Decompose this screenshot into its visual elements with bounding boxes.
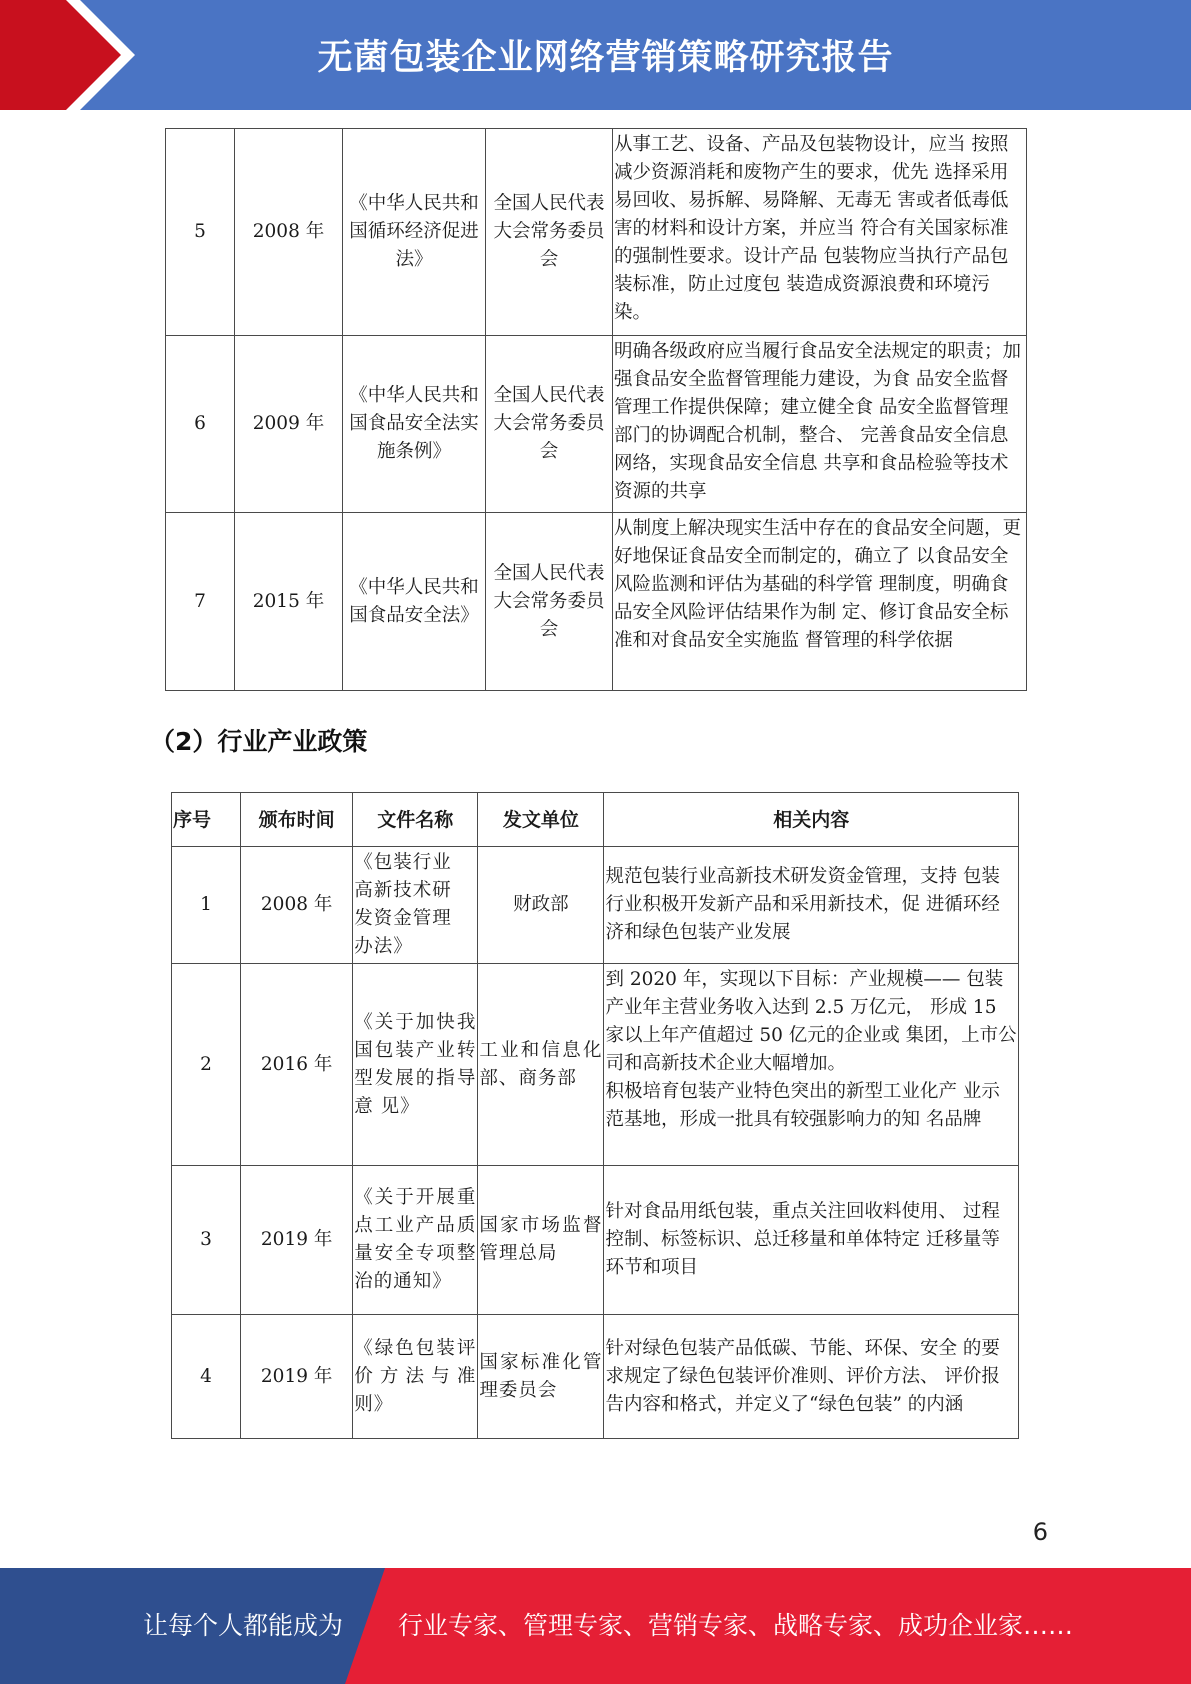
row-content: 从事工艺、设备、产品及包装物设计，应当 按照减少资源消耗和废物产生的要求，优先 选择采用易回收、易拆解、易降解、无毒无 害或者低毒低害的材料和设计方案，并应当 符合有关国家标准的强制性要求。设计产品 包装物应当执行产品包装标准，防止过度包 装造成资源浪费和环境污染。	[613, 129, 1027, 336]
table-row	[172, 1166, 1019, 1315]
row-issuer: 全国人民代表大会常务委员会	[486, 336, 613, 513]
policies-table	[171, 792, 1019, 1439]
row-content: 针对食品用纸包装，重点关注回收料使用、 过程控制、标签标识、总迁移量和单体特定 迁移量等环节和项目	[604, 1166, 1019, 1315]
row-document: 《中华人民共和国食品安全法实施条例》	[343, 336, 486, 513]
row-issuer: 全国人民代表大会常务委员会	[486, 513, 613, 691]
row-document: 《包装行业 高新技术研 发资金管理 办法》	[353, 847, 478, 964]
row-index: 6	[166, 336, 235, 513]
table-header-row	[172, 793, 1019, 847]
header-date: 颁布时间	[241, 793, 353, 847]
row-document: 《中华人民共和国循环经济促进法》	[343, 129, 486, 336]
row-year: 2009 年	[235, 336, 343, 513]
row-document: 《关于加快我国包装产业转型发展的指导意 见》	[353, 964, 478, 1166]
row-content: 针对绿色包装产品低碳、节能、环保、安全 的要求规定了绿色包装评价准则、评价方法、 评价报告内容和格式，并定义了“绿色包装” 的内涵	[604, 1315, 1019, 1439]
header-document: 文件名称	[353, 793, 478, 847]
row-content: 从制度上解决现实生活中存在的食品安全问题，更好地保证食品安全而制定的，确立了 以食品安全风险监测和评估为基础的科学管 理制度，明确食品安全风险评估结果作为制 定、修订食品安全标准和对食品安全实施监 督管理的科学依据	[613, 513, 1027, 691]
row-document: 《关于开展重点工业产品质量安全专项整治的通知》	[353, 1166, 478, 1315]
header-content: 相关内容	[604, 793, 1019, 847]
header-index: 序号	[172, 793, 241, 847]
report-title: 无菌包装企业网络营销策略研究报告	[317, 38, 894, 78]
row-issuer: 国家标准化管理委员会	[478, 1315, 604, 1439]
row-document: 《中华人民共和国食品安全法》	[343, 513, 486, 691]
row-content: 明确各级政府应当履行食品安全法规定的职责；加强食品安全监督管理能力建设，为食 品安全监督管理工作提供保障；建立健全食 品安全监督管理部门的协调配合机制，整合、 完善食品安全信息网络，实现食品安全信息 共享和食品检验等技术资源的共享	[613, 336, 1027, 513]
row-year: 2019 年	[241, 1166, 353, 1315]
row-issuer: 国家市场监督管理总局	[478, 1166, 604, 1315]
row-index: 7	[166, 513, 235, 691]
header-banner	[0, 0, 1191, 110]
footer-slogan-left: 让每个人都能成为	[143, 1611, 344, 1640]
table-row	[166, 336, 1027, 513]
page-number: 6	[1032, 1518, 1048, 1546]
row-content-paragraph: 积极培育包装产业特色突出的新型工业化产 业示范基地，形成一批具有较强影响力的知 名品牌	[605, 1081, 1000, 1130]
row-issuer: 工业和信息化部、商务部	[478, 964, 604, 1166]
row-index: 2	[172, 964, 241, 1166]
table-row	[172, 964, 1019, 1166]
footer-slogan-right: 行业专家、管理专家、营销专家、战略专家、成功企业家……	[398, 1611, 1074, 1640]
row-year: 2016 年	[241, 964, 353, 1166]
row-year: 2015 年	[235, 513, 343, 691]
row-year: 2008 年	[241, 847, 353, 964]
footer-banner	[0, 1568, 1191, 1684]
row-content	[604, 964, 1019, 1166]
table-row	[172, 1315, 1019, 1439]
row-content: 规范包装行业高新技术研发资金管理，支持 包装行业积极开发新产品和采用新技术，促 进循环经济和绿色包装产业发展	[604, 847, 1019, 964]
section-heading: （2）行业产业政策	[150, 727, 368, 756]
row-index: 5	[166, 129, 235, 336]
header-issuer: 发文单位	[478, 793, 604, 847]
row-index: 3	[172, 1166, 241, 1315]
row-year: 2019 年	[241, 1315, 353, 1439]
table-row	[166, 513, 1027, 691]
row-year: 2008 年	[235, 129, 343, 336]
row-index: 4	[172, 1315, 241, 1439]
laws-table	[165, 128, 1027, 691]
table-row	[166, 129, 1027, 336]
table-row	[172, 847, 1019, 964]
row-issuer: 财政部	[478, 847, 604, 964]
row-document: 《绿色包装评价方法与准则》	[353, 1315, 478, 1439]
row-issuer: 全国人民代表大会常务委员会	[486, 129, 613, 336]
row-content-paragraph: 到 2020 年，实现以下目标：产业规模—— 包装产业年主营业务收入达到 2.5 万亿元， 形成 15 家以上年产值超过 50 亿元的企业或 集团，上市公司和高新技术企业大幅增加。	[605, 969, 1017, 1074]
row-index: 1	[172, 847, 241, 964]
